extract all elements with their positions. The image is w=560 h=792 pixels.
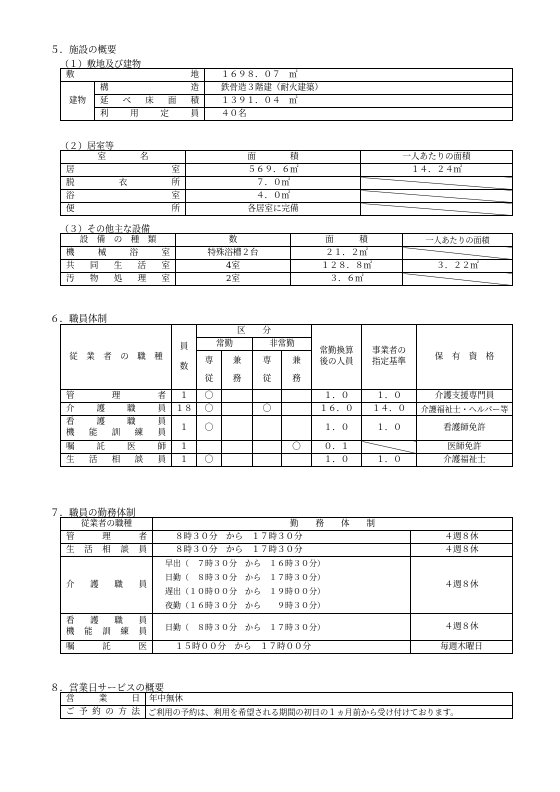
rooms-header-name: 室 名: [61, 151, 186, 164]
shift-off: ４週８休: [411, 557, 513, 614]
equip-per: ３．２２㎡: [403, 260, 513, 273]
staff-count: １: [172, 454, 197, 467]
structure-value: 鉄骨造３階建（耐火建築）: [205, 82, 513, 95]
staff-table: [60, 324, 513, 467]
staff-header-ft-concurrent: [222, 351, 253, 390]
staff-header-qualification: 保 有 資 格: [417, 325, 513, 390]
shift-table: [60, 517, 513, 654]
room-per-person-empty: [361, 190, 513, 203]
room-name: 浴 室: [61, 190, 186, 203]
staff-header-role: 従 業 者 の 職 種: [61, 325, 172, 390]
staff-header-ft-dedicated: [197, 351, 222, 390]
staff-ft-concurrent: [222, 454, 253, 467]
room-area: 各居室に完備: [186, 203, 361, 216]
equip-area: １２８．８㎡: [291, 260, 403, 273]
floor-area-value: １３９１．０４ ㎡: [205, 95, 513, 108]
capacity-value: ４０名: [205, 108, 513, 121]
staff-ft-concurrent: [222, 390, 253, 403]
structure-label: 構 造: [95, 82, 205, 95]
floor-area-label: 延 べ 床 面 積: [95, 95, 205, 108]
staff-header-std-1: 事業者の: [372, 346, 407, 356]
table-row: [61, 614, 513, 641]
shift-header-schedule: 勤 務 体 制: [153, 518, 513, 531]
room-name: 脱 衣 所: [61, 177, 186, 190]
table-row: [61, 441, 513, 454]
room-area: ４．０㎡: [186, 190, 361, 203]
h-con-1: 兼: [232, 356, 242, 366]
equip-name: 機 械 浴 室: [61, 247, 176, 260]
h-pded-2: 従: [262, 374, 272, 384]
staff-role-line-1: 看 護 職 員: [66, 417, 166, 427]
staff-count: １: [172, 441, 197, 454]
shift-off: ４週８休: [411, 544, 513, 557]
rooms-header-area: 面 積: [186, 151, 361, 164]
staff-role: 嘱 託 医 師: [61, 441, 172, 454]
equip-per-empty: [403, 247, 513, 260]
staff-fte: １．０: [312, 390, 362, 403]
staff-qualification: 介護支援専門員: [417, 390, 513, 403]
staff-header-pt-concurrent: [282, 351, 312, 390]
staff-header-count-1: 員: [179, 342, 189, 352]
equip-header-area: 面 積: [291, 234, 403, 247]
site-building-heading: （１）敷地及び建物: [60, 60, 142, 70]
staff-pt-concurrent: [282, 416, 312, 441]
shift-day: 日勤（ ８時３０分 から １７時３０分）: [165, 573, 325, 582]
staff-standard: １．０: [362, 416, 417, 441]
shift-off: 毎週木曜日: [411, 641, 513, 654]
staff-qualification: 医師免許: [417, 441, 513, 454]
service-value: 年中無休: [146, 693, 513, 706]
site-building-table: [60, 68, 513, 121]
staff-header-category: 区 分: [197, 325, 312, 338]
section-7-title: ７．職員の勤務体制: [50, 508, 136, 519]
equip-count: 特殊浴槽２台: [176, 247, 291, 260]
table-row: [61, 693, 513, 706]
table-row: [61, 454, 513, 467]
shift-role: [61, 614, 153, 641]
service-value: ご利用の予約は、利用を希望される期間の初日の１ヵ月前から受け付けております。: [146, 706, 513, 719]
equip-area: ２１．２㎡: [291, 247, 403, 260]
equipment-table: [60, 233, 513, 286]
shift-role-line-1: 看 護 職 員: [66, 616, 147, 626]
staff-role-line-2: 機 能 訓 練 員: [66, 428, 166, 438]
staff-standard: １４．０: [362, 403, 417, 416]
staff-role: 生 活 相 談 員: [61, 454, 172, 467]
staff-header-count-2: 数: [179, 362, 189, 372]
table-row: [61, 544, 513, 557]
staff-fte: １．０: [312, 416, 362, 441]
service-table: [60, 692, 513, 719]
shift-late: 遅出（１０時００分 から １９時００分）: [165, 587, 325, 596]
staff-ft-dedicated: 〇: [197, 403, 222, 416]
equip-header-per: 一人あたりの面積: [403, 234, 513, 247]
h-ded-2: 従: [204, 374, 214, 384]
table-row: [61, 403, 513, 416]
staff-ft-dedicated: 〇: [197, 390, 222, 403]
shift-off: ４週８休: [411, 531, 513, 544]
equip-count: 4室: [176, 260, 291, 273]
shift-time: ８時３０分 から １７時３０分: [153, 544, 411, 557]
staff-qualification: 介護福祉士・ヘルパー等: [417, 403, 513, 416]
h-con-2: 務: [232, 374, 242, 384]
equip-per-empty: [403, 273, 513, 286]
room-area: ７．０㎡: [186, 177, 361, 190]
staff-standard: １．０: [362, 454, 417, 467]
staff-header-fulltime: 常勤: [197, 338, 253, 351]
staff-ft-concurrent: [222, 441, 253, 454]
staff-qualification: 看護師免許: [417, 416, 513, 441]
equip-name: 共 同 生 活 室: [61, 260, 176, 273]
h-pcon-2: 務: [292, 374, 301, 384]
staff-standard-empty: [362, 441, 417, 454]
staff-header-std-2: 指定基準: [372, 357, 407, 367]
section-8-title: ８．営業日サービスの概要: [50, 683, 165, 694]
shift-role: 介 護 職 員: [61, 557, 153, 614]
shift-time: １５時００分 から １７時００分: [153, 641, 411, 654]
rooms-table: [60, 150, 513, 216]
room-area: ５６９．６㎡: [186, 164, 361, 177]
staff-ft-dedicated: 〇: [197, 454, 222, 467]
staff-ft-concurrent: [222, 403, 253, 416]
staff-role: 介 護 職 員: [61, 403, 172, 416]
staff-header-pt-dedicated: [253, 351, 282, 390]
table-row: [61, 706, 513, 719]
shift-header-role: 従業者の職種: [61, 518, 153, 531]
staff-pt-dedicated: [253, 454, 282, 467]
table-row: [61, 416, 513, 441]
rooms-heading: （２）居室等: [60, 142, 115, 152]
site-label: 敷 地: [61, 69, 205, 82]
shift-role: 生 活 相 談 員: [61, 544, 153, 557]
staff-count: １: [172, 390, 197, 403]
shift-off: ４週８休: [411, 614, 513, 641]
staff-role: 管 理 者: [61, 390, 172, 403]
equip-name: 汚 物 処 理 室: [61, 273, 176, 286]
service-label: 営 業 日: [61, 693, 146, 706]
staff-header-fte-2: 後の人員: [319, 357, 354, 367]
staff-pt-concurrent: [282, 454, 312, 467]
staff-standard: １．０: [362, 390, 417, 403]
shift-role: 嘱 託 医: [61, 641, 153, 654]
staff-ft-dedicated: 〇: [197, 416, 222, 441]
equip-header-type: 設 備 の 種 類: [61, 234, 176, 247]
staff-fte: １６．０: [312, 403, 362, 416]
staff-pt-concurrent: 〇: [282, 441, 312, 454]
shift-role-line-2: 機 能 訓 練 員: [66, 627, 147, 637]
staff-pt-concurrent: [282, 403, 312, 416]
staff-header-standard: [362, 325, 417, 390]
room-per-person-empty: [361, 203, 513, 216]
table-row: [61, 390, 513, 403]
staff-pt-dedicated: [253, 416, 282, 441]
site-value: １６９８．０７ ㎡: [205, 69, 513, 82]
staff-fte: １．０: [312, 454, 362, 467]
shift-night: 夜勤（１６時３０分 から ９時３０分）: [165, 601, 325, 610]
equipment-heading: （３）その他主な設備: [60, 225, 151, 235]
staff-header-count: [172, 325, 197, 390]
room-per-person-empty: [361, 177, 513, 190]
building-label: 建物: [61, 82, 95, 121]
staff-header-fte: [312, 325, 362, 390]
equip-count: 2室: [176, 273, 291, 286]
equip-area: ３．６㎡: [291, 273, 403, 286]
staff-count: １: [172, 416, 197, 441]
shift-time-list: [153, 557, 411, 614]
staff-fte: ０．１: [312, 441, 362, 454]
staff-ft-dedicated: [197, 441, 222, 454]
staff-header-fte-1: 常勤換算: [319, 346, 354, 356]
room-per-person: １４．２４㎡: [361, 164, 513, 177]
table-row: [61, 557, 513, 614]
section-6-title: ６．職員体制: [50, 314, 108, 325]
shift-role: 管 理 者: [61, 531, 153, 544]
staff-pt-concurrent: [282, 390, 312, 403]
staff-role: [61, 416, 172, 441]
shift-time: ８時３０分 から １７時３０分: [153, 531, 411, 544]
table-row: [61, 531, 513, 544]
staff-pt-dedicated: 〇: [253, 403, 282, 416]
h-pcon-1: 兼: [292, 356, 301, 366]
service-label: ご予約の方法: [61, 706, 146, 719]
rooms-header-per: 一人あたりの面積: [361, 151, 513, 164]
h-pded-1: 専: [262, 356, 272, 366]
staff-qualification: 介護福祉士: [417, 454, 513, 467]
shift-time: 日勤（ ８時３０分 から １７時３０分）: [153, 614, 411, 641]
room-name: 居 室: [61, 164, 186, 177]
staff-pt-dedicated: [253, 390, 282, 403]
staff-header-parttime: 非常勤: [253, 338, 312, 351]
capacity-label: 利 用 定 員: [95, 108, 205, 121]
equip-header-count: 数: [176, 234, 291, 247]
staff-count: １８: [172, 403, 197, 416]
section-5-title: ５．施設の概要: [50, 45, 117, 56]
h-ded-1: 専: [204, 356, 214, 366]
staff-ft-concurrent: [222, 416, 253, 441]
room-name: 便 所: [61, 203, 186, 216]
table-row: [61, 641, 513, 654]
shift-early: 早出（ ７時３０分 から １６時３０分）: [165, 559, 325, 568]
staff-pt-dedicated: [253, 441, 282, 454]
